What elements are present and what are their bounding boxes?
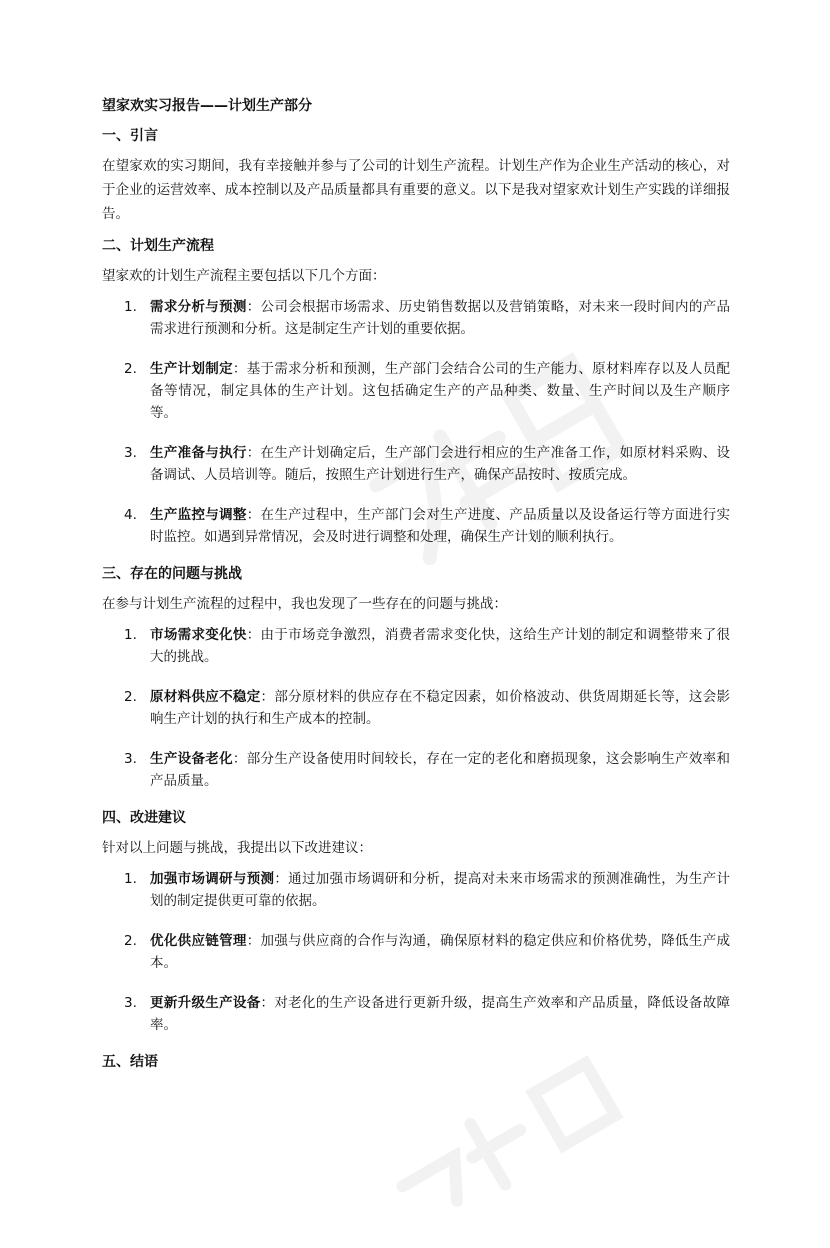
list-term: 加强市场调研与预测 bbox=[150, 871, 275, 887]
list-item bbox=[102, 748, 730, 792]
process-list bbox=[102, 296, 730, 548]
list-item bbox=[102, 624, 730, 668]
list-text: ：在生产过程中，生产部门会对生产进度、产品质量以及设备运行等方面进行实时监控。如遇到异常情况，会及时进行调整和处理，确保生产计划的顺利执行。 bbox=[150, 507, 731, 545]
suggestions-list bbox=[102, 868, 730, 1036]
list-term: 生产设备老化 bbox=[150, 751, 233, 767]
document-title: 望家欢实习报告——计划生产部分 bbox=[102, 98, 312, 114]
list-term: 生产监控与调整 bbox=[150, 507, 247, 523]
suggestions-intro: 针对以上问题与挑战，我提出以下改进建议： bbox=[102, 840, 372, 856]
list-text: ：通过加强市场调研和分析，提高对未来市场需求的预测准确性，为生产计划的制定提供更可靠的依据。 bbox=[150, 871, 731, 909]
list-item bbox=[102, 358, 730, 424]
section-heading-intro: 一、引言 bbox=[102, 128, 158, 144]
list-text: ：部分生产设备使用时间较长，存在一定的老化和磨损现象，这会影响生产效率和产品质量。 bbox=[150, 751, 731, 789]
list-text: ：在生产计划确定后，生产部门会进行相应的生产准备工作，如原材料采购、设备调试、人员培训等。随后，按照生产计划进行生产，确保产品按时、按质完成。 bbox=[150, 445, 731, 483]
list-number: 2. bbox=[124, 689, 137, 705]
list-text: ：加强与供应商的合作与沟通，确保原材料的稳定供应和价格优势，降低生产成本。 bbox=[150, 933, 731, 971]
list-item bbox=[102, 296, 730, 340]
list-text: ：由于市场竞争激烈，消费者需求变化快，这给生产计划的制定和调整带来了很大的挑战。 bbox=[150, 627, 731, 665]
list-term: 生产准备与执行 bbox=[150, 445, 247, 461]
list-item bbox=[102, 686, 730, 730]
list-item bbox=[102, 992, 730, 1036]
list-number: 1. bbox=[124, 627, 137, 643]
section-heading-conclusion: 五、结语 bbox=[102, 1054, 158, 1070]
list-item bbox=[102, 442, 730, 486]
list-number: 3. bbox=[124, 995, 137, 1011]
list-number: 1. bbox=[124, 299, 137, 315]
intro-paragraph: 在望家欢的实习期间，我有幸接触并参与了公司的计划生产流程。计划生产作为企业生产活动的核心，对于企业的运营效率、成本控制以及产品质量都具有重要的意义。以下是我对望家欢计划生产实践的详细报告。 bbox=[102, 158, 730, 222]
list-item bbox=[102, 504, 730, 548]
document-page bbox=[102, 96, 730, 1080]
problems-intro: 在参与计划生产流程的过程中，我也发现了一些存在的问题与挑战： bbox=[102, 596, 507, 612]
problems-list bbox=[102, 624, 730, 792]
section-heading-process: 二、计划生产流程 bbox=[102, 238, 214, 254]
list-number: 2. bbox=[124, 933, 137, 949]
list-number: 3. bbox=[124, 445, 137, 461]
list-text: ：对老化的生产设备进行更新升级，提高生产效率和产品质量，降低设备故障率。 bbox=[150, 995, 731, 1033]
list-term: 优化供应链管理 bbox=[150, 933, 247, 949]
list-number: 1. bbox=[124, 871, 137, 887]
list-term: 市场需求变化快 bbox=[150, 627, 247, 643]
list-term: 原材料供应不稳定 bbox=[150, 689, 261, 705]
list-text: ：部分原材料的供应存在不稳定因素，如价格波动、供货周期延长等，这会影响生产计划的执行和生产成本的控制。 bbox=[150, 689, 731, 727]
list-item bbox=[102, 868, 730, 912]
process-intro: 望家欢的计划生产流程主要包括以下几个方面： bbox=[102, 268, 386, 284]
list-term: 需求分析与预测 bbox=[150, 299, 247, 315]
section-heading-suggestions: 四、改进建议 bbox=[102, 810, 186, 826]
list-term: 更新升级生产设备 bbox=[150, 995, 261, 1011]
list-number: 4. bbox=[124, 507, 137, 523]
section-heading-problems: 三、存在的问题与挑战 bbox=[102, 566, 242, 582]
list-number: 3. bbox=[124, 751, 137, 767]
list-term: 生产计划制定 bbox=[150, 361, 233, 377]
list-text: ：公司会根据市场需求、历史销售数据以及营销策略，对未来一段时间内的产品需求进行预测和分析。这是制定生产计划的重要依据。 bbox=[150, 299, 731, 337]
list-number: 2. bbox=[124, 361, 137, 377]
list-text: ：基于需求分析和预测，生产部门会结合公司的生产能力、原材料库存以及人员配备等情况，制定具体的生产计划。这包括确定生产的产品种类、数量、生产时间以及生产顺序等。 bbox=[150, 361, 731, 421]
list-item bbox=[102, 930, 730, 974]
